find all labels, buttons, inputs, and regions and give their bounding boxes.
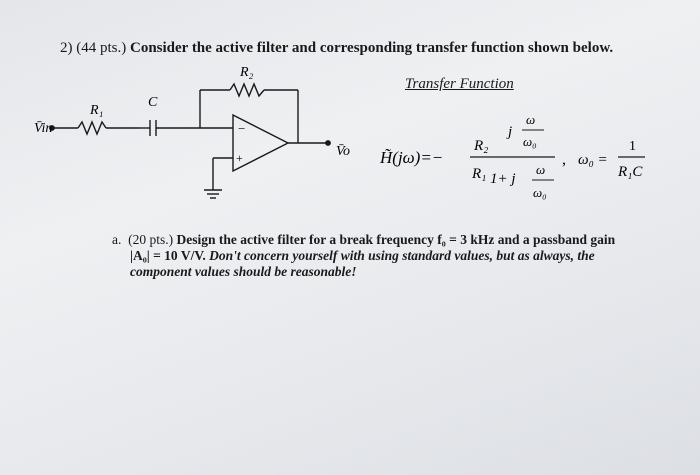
question-title (60, 40, 613, 57)
vo-label: V̄o (336, 144, 350, 159)
ground-icon (204, 190, 222, 198)
denominator-omega0: ω₀ (533, 185, 547, 200)
inverting-input-sign: − (238, 121, 246, 136)
denominator-omega: ω (536, 162, 546, 177)
part-a-line1: Design the active filter for a break frequency f₀ = 3 kHz and a passband gain (176, 232, 616, 247)
r1-label: R₁ (90, 103, 104, 118)
question-points: (44 pts.) (76, 40, 127, 56)
part-a-gain: |A₀| = 10 V/V. (130, 248, 206, 263)
numerator-omega0: ω₀ (523, 134, 537, 149)
transfer-function-label: Transfer Function (405, 76, 514, 92)
formula-comma: , (562, 151, 566, 168)
omega0-denominator: R₁C (618, 164, 643, 180)
numerator-j: j (508, 124, 513, 140)
part-a-line3-italic: component values should be reasonable! (130, 264, 357, 279)
part-a-points: (20 pts.) (128, 232, 174, 247)
filter-circuit (30, 60, 350, 210)
question-prompt: Consider the active filter and corresponding transfer function shown below. (130, 40, 614, 56)
r2-resistor (230, 84, 264, 96)
vin-label: V̄in (34, 121, 53, 136)
numerator-omega: ω (526, 112, 536, 127)
c-label: C (148, 95, 158, 110)
r2-label: R₂ (240, 65, 254, 80)
gain-numerator: R₂ (474, 138, 489, 154)
part-a-label: a. (112, 232, 122, 247)
vo-node (326, 141, 330, 145)
formula-lhs: H̃(jω)=− (380, 148, 444, 167)
gain-denominator: R₁ (472, 166, 487, 182)
r1-resistor (78, 122, 106, 134)
omega0-equals: ω₀ = (578, 152, 608, 168)
question-number: 2) (60, 40, 73, 56)
omega0-numerator: 1 (629, 139, 636, 154)
denominator-one-plus-j: 1+ j (490, 171, 516, 187)
part-a (112, 232, 615, 280)
transfer-function-formula (340, 100, 670, 215)
noninverting-input-sign: + (236, 151, 243, 165)
part-a-line2-italic: Don't concern yourself with using standard values, but as always, the (209, 248, 595, 263)
